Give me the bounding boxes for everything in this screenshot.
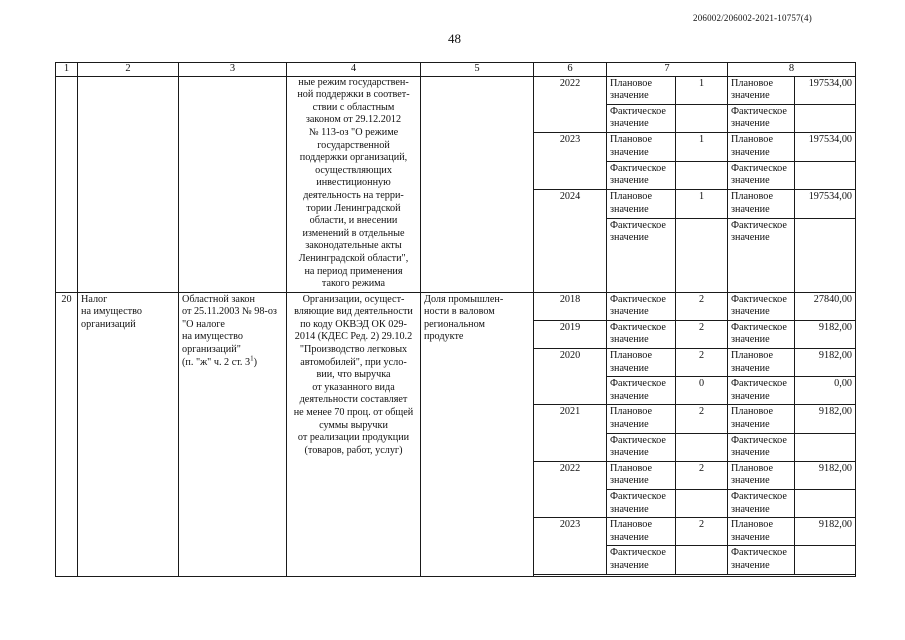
value-type-label: Фактическое значение: [607, 490, 676, 518]
table-row: [56, 292, 856, 320]
value-type-label: Фактическое значение: [607, 292, 676, 320]
year-cell: 2019: [534, 320, 607, 348]
quantity-value: [676, 104, 728, 132]
column-header: 5: [421, 63, 534, 77]
column-header: 4: [287, 63, 421, 77]
amount-value: [795, 104, 856, 132]
value-type-label: Фактическое значение: [728, 104, 795, 132]
quantity-value: [676, 161, 728, 189]
entry-number: 20: [56, 292, 78, 576]
quantity-value: 2: [676, 349, 728, 377]
value-type-label: Плановое значение: [607, 518, 676, 546]
amount-value: [795, 433, 856, 461]
column-header: 6: [534, 63, 607, 77]
value-type-label: Плановое значение: [728, 461, 795, 489]
value-type-label: Фактическое значение: [728, 433, 795, 461]
value-type-label: Фактическое значение: [728, 320, 795, 348]
value-type-label: Плановое значение: [607, 132, 676, 161]
table-bottom-edge: [534, 574, 856, 576]
column-header: 1: [56, 63, 78, 77]
year-cell: 2022: [534, 461, 607, 517]
year-cell: 2024: [534, 189, 607, 292]
cell-law-empty: [179, 76, 287, 292]
document-number: 206002/206002-2021-10757(4): [693, 13, 812, 23]
cell-indicator-empty: [421, 76, 534, 292]
value-type-label: Фактическое значение: [607, 546, 676, 574]
value-type-label: Фактическое значение: [607, 320, 676, 348]
law-title: Областной закон от 25.11.2003 № 98-оз "О налоге на имущество организаций": [182, 293, 277, 356]
value-type-label: Фактическое значение: [728, 490, 795, 518]
quantity-value: 2: [676, 292, 728, 320]
quantity-value: [676, 490, 728, 518]
value-type-label: Фактическое значение: [607, 104, 676, 132]
year-cell: 2021: [534, 405, 607, 461]
table-row: [56, 76, 856, 104]
year-cell: 2023: [534, 518, 607, 574]
quantity-value: [676, 218, 728, 292]
amount-value: [795, 490, 856, 518]
column-header: 7: [607, 63, 728, 77]
amount-value: 9182,00: [795, 461, 856, 489]
value-type-label: Плановое значение: [728, 76, 795, 104]
amount-value: 9182,00: [795, 518, 856, 546]
year-cell: 2023: [534, 132, 607, 189]
law-clause-superscript: 1: [250, 354, 254, 363]
amount-value: 197534,00: [795, 132, 856, 161]
cell-tax-empty: [78, 76, 179, 292]
amount-value: 0,00: [795, 377, 856, 405]
law-clause: (п. "ж" ч. 2 ст. 3: [182, 356, 251, 368]
value-type-label: Плановое значение: [728, 349, 795, 377]
tax-benefits-table: [55, 62, 856, 577]
quantity-value: 0: [676, 377, 728, 405]
benefit-description: Организации, осущест- вляющие вид деятельности по коду ОКВЭД ОК 029- 2014 (КДЕС Ред. 2) 29.10.2 "Производство легковых автомобилей", при усло- вии, что выручка от указанного вида деятельности составляет не менее 70 проц. от общей суммы выручки от реализации продукции (товаров, работ, услуг): [287, 292, 421, 576]
column-number-row: [56, 63, 856, 77]
amount-value: 197534,00: [795, 76, 856, 104]
law-reference: [179, 292, 287, 576]
value-type-label: Фактическое значение: [728, 161, 795, 189]
amount-value: 197534,00: [795, 189, 856, 218]
law-clause-close: ): [253, 356, 257, 368]
column-header: 3: [179, 63, 287, 77]
quantity-value: 2: [676, 405, 728, 433]
quantity-value: 1: [676, 76, 728, 104]
benefit-description-continued: ные режим государствен- ной поддержки в соответ- ствии с областным законом от 29.12.2012 № 113-оз "О режиме государственной поддержки организаций, осуществляющих инвестиционную деятельность на терри- тории Ленинградской области, и внесении изменений в отдельные законодательные акты Ленинградской области", на период применения такого режима: [287, 76, 421, 292]
amount-value: 9182,00: [795, 320, 856, 348]
year-cell: 2020: [534, 349, 607, 405]
value-type-label: Плановое значение: [607, 461, 676, 489]
value-type-label: Фактическое значение: [728, 292, 795, 320]
value-type-label: Плановое значение: [607, 76, 676, 104]
quantity-value: 2: [676, 518, 728, 546]
quantity-value: 2: [676, 461, 728, 489]
amount-value: [795, 161, 856, 189]
quantity-value: 1: [676, 132, 728, 161]
value-type-label: Плановое значение: [728, 518, 795, 546]
year-cell: 2018: [534, 292, 607, 320]
page-number: 48: [448, 31, 461, 46]
value-type-label: Плановое значение: [607, 405, 676, 433]
tax-name: Налог на имущество организаций: [78, 292, 179, 576]
amount-value: 9182,00: [795, 349, 856, 377]
value-type-label: Фактическое значение: [728, 546, 795, 574]
value-type-label: Фактическое значение: [728, 218, 795, 292]
value-type-label: Фактическое значение: [607, 161, 676, 189]
year-cell: 2022: [534, 76, 607, 132]
amount-value: 9182,00: [795, 405, 856, 433]
quantity-value: [676, 433, 728, 461]
value-type-label: Плановое значение: [728, 405, 795, 433]
value-type-label: Плановое значение: [607, 189, 676, 218]
column-header: 2: [78, 63, 179, 77]
column-header: 8: [728, 63, 856, 77]
value-type-label: Плановое значение: [607, 349, 676, 377]
quantity-value: 2: [676, 320, 728, 348]
value-type-label: Фактическое значение: [607, 218, 676, 292]
amount-value: 27840,00: [795, 292, 856, 320]
indicator-name: Доля промышлен- ности в валовом региональном продукте: [421, 292, 534, 576]
amount-value: [795, 546, 856, 574]
value-type-label: Плановое значение: [728, 132, 795, 161]
value-type-label: Плановое значение: [728, 189, 795, 218]
value-type-label: Фактическое значение: [607, 377, 676, 405]
value-type-label: Фактическое значение: [728, 377, 795, 405]
quantity-value: 1: [676, 189, 728, 218]
cell-number-empty: [56, 76, 78, 292]
value-type-label: Фактическое значение: [607, 433, 676, 461]
quantity-value: [676, 546, 728, 574]
amount-value: [795, 218, 856, 292]
